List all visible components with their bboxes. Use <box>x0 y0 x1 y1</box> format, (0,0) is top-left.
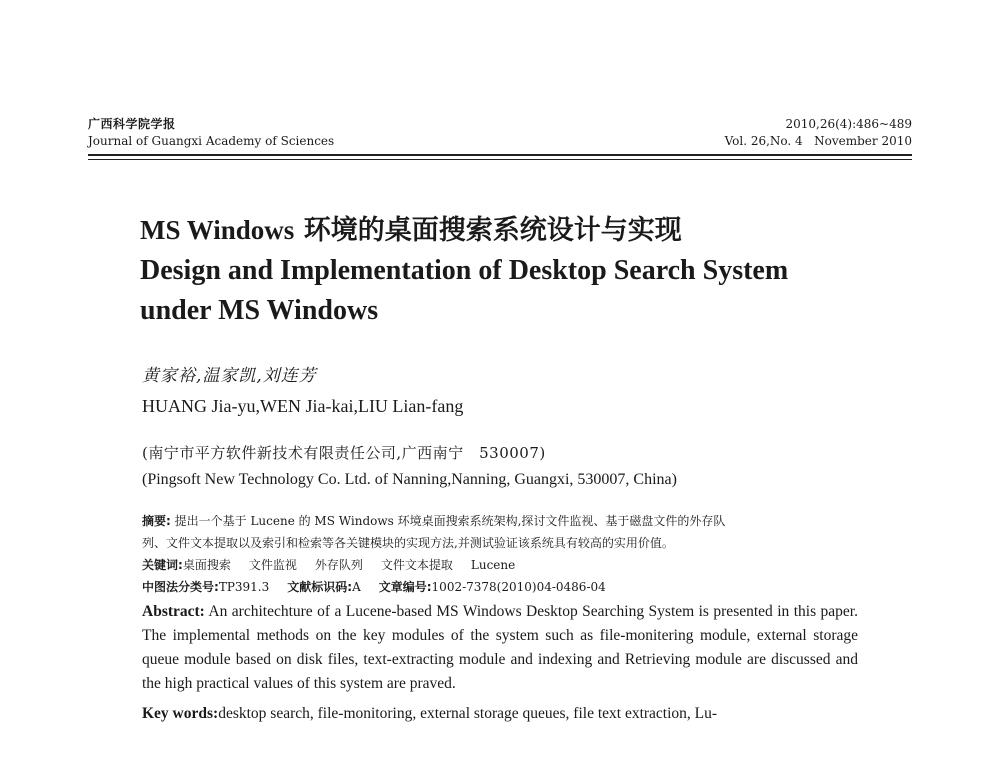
keywords-en <box>142 702 858 726</box>
journal-name-en: Journal of Guangxi Academy of Sciences <box>88 134 335 148</box>
authors-en: HUANG Jia-yu,WEN Jia-kai,LIU Lian-fang <box>142 396 464 416</box>
classification-line <box>142 576 858 598</box>
header-rule-thick <box>88 154 912 156</box>
keyword-zh-item: 桌面搜索 <box>182 558 231 572</box>
keywords-en-label: Key words: <box>142 705 219 722</box>
keyword-zh-item: 文件文本提取 <box>380 558 453 572</box>
keyword-zh-item: Lucene <box>470 558 516 572</box>
volume-issue: Vol. 26,No. 4 <box>724 134 803 148</box>
title-zh <box>140 210 900 251</box>
keywords-zh-label: 关键词: <box>142 558 183 572</box>
doc-code-value: A <box>352 580 361 594</box>
journal-name-zh: 广西科学院学报 <box>88 117 176 131</box>
journal-name-block <box>88 116 334 150</box>
citation: 2010,26(4):486~489 <box>785 117 912 131</box>
header-rule-thin <box>88 159 912 160</box>
keywords-zh <box>142 554 858 576</box>
title-en-line2: under MS Windows <box>140 295 379 326</box>
title-zh-prefix: MS Windows <box>140 215 295 245</box>
abstract-block <box>142 510 858 726</box>
article-no-label: 文章编号: <box>378 580 432 594</box>
keyword-zh-item: 文件监视 <box>248 558 297 572</box>
keyword-zh-item: 外存队列 <box>314 558 363 572</box>
abstract-zh-line1 <box>142 510 858 532</box>
clc-label: 中图法分类号: <box>142 580 219 594</box>
issue-date: November 2010 <box>814 134 912 148</box>
affiliation-zh: (南宁市平方软件新技术有限责任公司,广西南宁 530007) <box>142 444 546 462</box>
authors-zh: 黄家裕,温家凯,刘连芳 <box>142 366 317 386</box>
title-zh-rest: 环境的桌面搜索系统设计与实现 <box>303 215 682 246</box>
abstract-zh-text1: 提出一个基于 Lucene 的 MS Windows 环境桌面搜索系统架构,探讨文件监视、基于磁盘文件的外存队 <box>174 514 726 528</box>
clc-value: TP391.3 <box>218 580 270 594</box>
keywords-en-text: desktop search, file-monitoring, external storage queues, file text extraction, Lu- <box>218 705 718 722</box>
abstract-en-text: An architechture of a Lucene-based MS Windows Desktop Searching System is presented in this paper. The implemental methods on the key modules of the system such as file-monitering module, external storage queue module based on disk files, text-extracting module and indexing and Retrieving module are discussed and the high practical values of this system are praved. <box>142 603 858 692</box>
abstract-en-label: Abstract: <box>142 603 205 620</box>
article-no-value: 1002-7378(2010)04-0486-04 <box>431 580 606 594</box>
title-block <box>140 210 900 331</box>
affiliation-block <box>142 442 902 492</box>
abstract-zh-label: 摘要: <box>142 514 171 528</box>
abstract-en <box>142 600 858 696</box>
citation-block <box>725 116 912 150</box>
volume-line <box>725 133 912 150</box>
abstract-zh-line2: 列、文件文本提取以及索引和检索等各关键模块的实现方法,并测试验证该系统具有较高的实用价值。 <box>142 536 674 550</box>
affiliation-en: (Pingsoft New Technology Co. Ltd. of Nanning,Nanning, Guangxi, 530007, China) <box>142 471 677 488</box>
authors-block <box>142 364 902 420</box>
doc-code-label: 文献标识码: <box>287 580 353 594</box>
title-en-line1: Design and Implementation of Desktop Search System <box>140 255 789 286</box>
